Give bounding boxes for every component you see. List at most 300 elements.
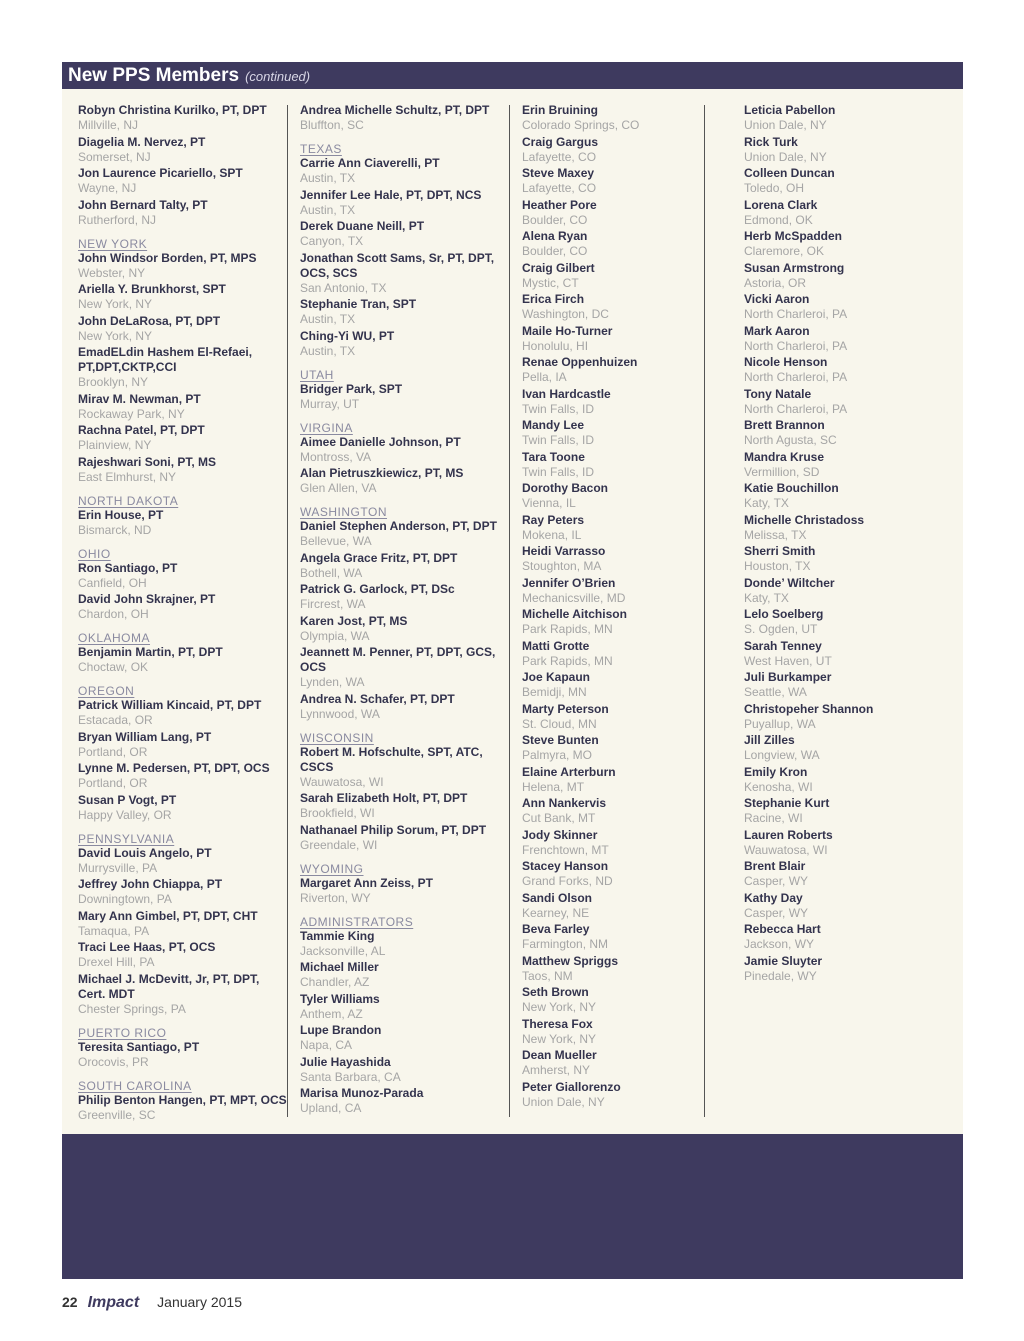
member-entry [744,418,954,448]
member-location: Park Rapids, MN [522,622,613,636]
member-name: Brett Brannon [744,418,825,432]
member-entry [300,1086,510,1116]
member-name: Kathy Day [744,890,803,905]
state-heading: PENNSYLVANIA [78,831,175,846]
state-heading: NORTH DAKOTA [78,493,179,508]
member-location: Boulder, CO [522,212,588,227]
member-name: Benjamin Martin, PT, DPT [78,645,223,659]
member-entry [522,859,732,889]
member-entry [78,508,288,538]
member-entry [78,455,288,485]
member-location: Chester Springs, PA [78,1001,186,1016]
member-location: Riverton, WY [300,890,371,905]
member-entry [744,103,954,133]
member-entry [744,450,954,480]
member-name: Mirav M. Newman, PT [78,391,201,406]
member-location: Katy, TX [744,590,789,605]
member-name: Rick Turk [744,134,798,149]
member-location: Canfield, OH [78,575,147,590]
member-entry [78,730,288,760]
member-location: Downingtown, PA [78,892,172,906]
member-entry [744,765,954,795]
member-name: Sarah Elizabeth Holt, PT, DPT [300,791,468,805]
member-entry [78,793,288,823]
member-location: Portland, OR [78,744,148,759]
member-name: EmadELdin Hashem El-Refaei, PT,DPT,CKTP,CCI [78,345,253,374]
member-location: Pinedale, WY [744,968,817,983]
member-location: Wauwatosa, WI [744,842,828,857]
member-entry [522,513,732,543]
member-location: Union Dale, NY [744,118,827,132]
member-name: Joe Kapaun [522,670,591,684]
member-location: Choctaw, OK [78,660,149,674]
member-location: Lynden, WA [300,675,365,689]
member-entry [78,645,288,675]
member-location: Jackson, WY [744,937,815,951]
state-heading: SOUTH CAROLINA [78,1078,192,1093]
member-location: Vermillion, SD [744,464,820,479]
member-entry [522,985,732,1015]
member-name: Carrie Ann Ciaverelli, PT [300,156,440,170]
member-name: Philip Benton Hangen, PT, MPT, OCS [78,1092,287,1107]
member-location: Chandler, AZ [300,975,370,989]
column-divider [509,105,510,1117]
member-name: Colleen Duncan [744,166,835,180]
member-location: Longview, WA [744,748,820,762]
member-name: Bryan William Lang, PT [78,729,212,744]
member-location: Bothell, WA [300,565,363,580]
member-name: Dorothy Bacon [522,481,609,495]
member-entry [744,607,954,637]
member-entry [522,481,732,511]
member-name: Erin House, PT [78,507,164,522]
member-entry [78,846,288,876]
state-heading: WYOMING [300,861,364,876]
member-name: Stephanie Tran, SPT [300,297,417,311]
member-entry [300,745,510,790]
member-name: Dean Mueller [522,1048,597,1062]
member-name: David Louis Angelo, PT [78,845,212,860]
member-location: Puyallup, WA [744,716,816,731]
member-name: Michael Miller [300,960,379,974]
member-entry [78,345,288,390]
member-entry [522,765,732,795]
member-location: Kearney, NE [522,905,590,920]
member-location: Wauwatosa, WI [300,774,384,789]
member-location: Brookfield, WI [300,806,375,820]
member-entry [522,733,732,763]
member-name: Brent Blair [744,859,806,873]
member-location: St. Cloud, MN [522,716,597,731]
member-location: Toledo, OH [744,181,805,195]
member-entry [744,922,954,952]
member-location: Boulder, CO [522,244,588,258]
member-entry [744,733,954,763]
publication-logo: Impact [87,1294,140,1311]
member-location: Lynnwood, WA [300,706,380,721]
member-entry [522,418,732,448]
member-entry [744,576,954,606]
member-entry [300,156,510,186]
member-column-3 [522,103,732,1111]
state-heading: TEXAS [300,142,342,156]
member-name: Jon Laurence Picariello, SPT [78,166,243,180]
member-location: Plainview, NY [78,438,152,452]
member-name: David John Skrajner, PT [78,592,216,606]
member-location: Napa, CA [300,1038,353,1052]
member-entry [744,324,954,354]
member-name: Ron Santiago, PT [78,560,178,575]
member-entry [78,198,288,228]
member-entry [300,382,510,412]
member-name: Ivan Hardcastle [522,386,611,401]
member-location: New York, NY [78,328,153,343]
member-location: Brooklyn, NY [78,375,149,389]
member-location: Stoughton, MA [522,559,602,573]
member-name: Lelo Soelberg [744,607,824,621]
member-name: Jennifer O’Brien [522,575,616,590]
member-entry [522,702,732,732]
member-location: East Elmhurst, NY [78,469,177,484]
member-location: Austin, TX [300,312,356,326]
member-name: Katie Bouchillon [744,481,839,495]
member-name: Aimee Danielle Johnson, PT [300,434,461,449]
member-location: North Charleroi, PA [744,401,848,416]
member-name: Rachna Patel, PT, DPT [78,423,205,437]
member-name: Heather Pore [522,197,597,212]
member-location: Astoria, OR [744,275,807,290]
member-entry [522,198,732,228]
member-location: Murray, UT [300,396,360,411]
member-entry [300,692,510,722]
member-name: Erica Firch [522,292,585,306]
member-entry [78,392,288,422]
member-name: Andrea Michelle Schultz, PT, DPT [300,103,490,117]
member-location: North Agusta, SC [744,433,837,447]
page-number: 22 [62,1294,78,1310]
member-entry [300,297,510,327]
member-entry [300,614,510,644]
member-entry [300,466,510,496]
member-location: Frenchtown, MT [522,842,609,857]
member-name: Donde’ Wiltcher [744,575,835,590]
member-name: Andrea N. Schafer, PT, DPT [300,691,455,706]
member-name: Ann Nankervis [522,796,607,810]
member-name: Jennifer Lee Hale, PT, DPT, NCS [300,187,482,202]
member-name: Jamie Sluyter [744,953,823,968]
member-name: Rajeshwari Soni, PT, MS [78,454,217,469]
state-heading: NEW YORK [78,236,148,251]
member-location: Estacada, OR [78,713,153,727]
member-name: Angela Grace Fritz, PT, DPT [300,550,458,565]
member-name: Jeffrey John Chiappa, PT [78,877,223,891]
member-entry [78,761,288,791]
member-location: Helena, MT [522,779,585,794]
member-location: Fircrest, WA [300,597,366,611]
member-location: Racine, WI [744,811,803,825]
member-location: Washington, DC [522,307,609,321]
state-heading: OREGON [78,684,135,698]
member-entry [522,922,732,952]
member-name: Jill Zilles [744,733,795,747]
member-name: Mark Aaron [744,323,810,338]
state-heading: ADMINISTRATORS [300,914,414,929]
member-name: Derek Duane Neill, PT [300,219,425,233]
member-location: Palmyra, MO [522,748,593,762]
member-entry [744,639,954,669]
member-name: Stephanie Kurt [744,796,830,810]
member-entry [744,859,954,889]
member-name: Lupe Brandon [300,1023,382,1037]
page-footer [62,1294,242,1318]
member-location: Bismarck, ND [78,522,152,537]
member-location: Tamaqua, PA [78,923,150,938]
member-location: Mokena, IL [522,527,582,542]
member-entry [522,796,732,826]
member-name: Juli Burkamper [744,670,832,684]
member-name: Tammie King [300,928,375,943]
member-entry [744,261,954,291]
member-entry [78,282,288,312]
member-entry [300,992,510,1022]
member-location: Lafayette, CO [522,181,597,195]
member-name: Steve Maxey [522,166,595,180]
member-location: Canyon, TX [300,234,364,248]
member-entry [522,324,732,354]
member-location: Rutherford, NJ [78,212,157,227]
member-name: John Bernard Talty, PT [78,197,208,212]
member-entry [744,891,954,921]
member-name: Mary Ann Gimbel, PT, DPT, CHT [78,908,258,923]
member-entry [300,1055,510,1085]
member-name: Craig Gilbert [522,260,595,275]
member-name: Maile Ho-Turner [522,323,613,338]
member-location: West Haven, UT [744,653,832,668]
member-name: Elaine Arterburn [522,764,616,779]
member-location: Murrysville, PA [78,860,158,875]
member-entry [522,261,732,291]
member-location: Greendale, WI [300,837,378,852]
member-name: Herb McSpadden [744,229,843,243]
member-location: Wayne, NJ [78,181,137,195]
member-location: New York, NY [78,297,153,311]
member-entry [522,229,732,259]
member-name: Jonathan Scott Sams, Sr, PT, DPT, OCS, SCS [300,250,495,280]
member-location: Melissa, TX [744,527,807,542]
member-location: Seattle, WA [744,685,807,699]
member-name: Erin Bruining [522,103,598,117]
member-location: Bluffton, SC [300,118,364,132]
member-entry [744,135,954,165]
member-location: Bemidji, MN [522,685,587,699]
member-name: Marty Peterson [522,701,609,716]
member-location: Pella, IA [522,370,567,384]
member-location: Glen Allen, VA [300,481,377,495]
member-entry [522,387,732,417]
member-name: Tony Natale [744,386,812,401]
member-name: Robyn Christina Kurilko, PT, DPT [78,103,267,117]
member-name: Patrick William Kincaid, PT, DPT [78,698,262,712]
member-entry [744,166,954,196]
member-entry [78,909,288,939]
member-location: Honolulu, HI [522,338,589,353]
members-panel [62,89,963,1134]
member-name: Bridger Park, SPT [300,381,403,396]
state-heading: WISCONSIN [300,730,374,745]
member-location: Anthem, AZ [300,1006,363,1021]
member-name: Lorena Clark [744,197,818,212]
member-location: Claremore, OK [744,244,825,258]
member-location: Santa Barbara, CA [300,1069,401,1084]
member-location: Portland, OR [78,776,148,790]
member-location: Taos, NM [522,968,573,983]
member-location: Montross, VA [300,449,372,464]
member-location: Bellevue, WA [300,534,372,548]
bottom-banner [62,1134,963,1279]
member-entry [522,639,732,669]
member-location: Katy, TX [744,496,789,510]
member-name: Ching-Yi WU, PT [300,328,395,343]
member-entry [78,877,288,907]
member-name: Mandra Kruse [744,449,825,464]
member-entry [78,423,288,453]
state-heading: OKLAHOMA [78,631,151,645]
member-location: Lafayette, CO [522,149,597,164]
member-entry [744,702,954,732]
member-location: Union Dale, NY [744,149,827,164]
member-location: Colorado Springs, CO [522,118,640,132]
member-entry [744,229,954,259]
member-name: Sandi Olson [522,890,593,905]
member-location: S. Ogden, UT [744,622,818,636]
member-location: Austin, TX [300,202,356,217]
member-entry [744,481,954,511]
member-location: Happy Valley, OR [78,807,172,822]
member-column-2 [300,103,510,1118]
member-entry [300,103,510,133]
member-entry [300,251,510,296]
issue-date: January 2015 [157,1294,242,1310]
member-name: Lauren Roberts [744,827,833,842]
member-location: Olympia, WA [300,628,370,643]
member-entry [300,876,510,906]
member-entry [744,355,954,385]
member-entry [78,1093,288,1123]
member-name: Karen Jost, PT, MS [300,613,408,628]
member-name: Michelle Aitchison [522,607,627,621]
member-entry [522,954,732,984]
member-location: Drexel Hill, PA [78,955,155,969]
member-entry [300,1023,510,1053]
member-location: Twin Falls, ID [522,401,595,416]
state-heading: OHIO [78,546,111,561]
member-entry [522,576,732,606]
member-entry [744,670,954,700]
member-entry [300,329,510,359]
column-divider [287,105,288,1117]
member-name: Sherri Smith [744,544,816,558]
state-heading: UTAH [300,367,334,382]
member-location: Greenville, SC [78,1107,156,1122]
member-entry [78,251,288,281]
member-entry [522,828,732,858]
section-subtitle: (continued) [245,69,311,84]
member-name: Peter Giallorenzo [522,1079,621,1094]
member-name: Renae Oppenhuizen [522,355,638,369]
member-entry [78,103,288,133]
state-heading: WASHINGTON [300,505,388,519]
member-entry [522,450,732,480]
member-location: Millville, NJ [78,118,138,132]
member-entry [300,960,510,990]
member-name: Craig Gargus [522,134,599,149]
member-name: Seth Brown [522,985,589,999]
member-entry [744,513,954,543]
member-entry [78,592,288,622]
member-location: San Antonio, TX [300,280,387,295]
member-entry [522,355,732,385]
member-name: Mandy Lee [522,418,585,432]
member-entry [300,188,510,218]
member-name: Patrick G. Garlock, PT, DSc [300,582,455,596]
member-entry [522,135,732,165]
member-entry [78,561,288,591]
member-location: Rockaway Park, NY [78,406,185,421]
member-column-4 [744,103,954,985]
member-entry [300,645,510,690]
member-name: Daniel Stephen Anderson, PT, DPT [300,519,497,533]
member-location: Upland, CA [300,1101,362,1115]
member-location: Houston, TX [744,559,811,573]
member-entry [78,135,288,165]
member-location: North Charleroi, PA [744,338,848,353]
member-name: Margaret Ann Zeiss, PT [300,875,433,890]
member-location: Grand Forks, ND [522,874,613,888]
state-heading: VIRGINA [300,420,353,435]
member-entry [522,670,732,700]
member-entry [78,166,288,196]
member-name: John Windsor Borden, PT, MPS [78,250,257,265]
member-name: Emily Kron [744,764,808,779]
member-location: Webster, NY [78,265,146,280]
member-location: Orocovis, PR [78,1054,149,1069]
member-entry [300,519,510,549]
member-name: Matthew Spriggs [522,953,619,968]
member-entry [744,292,954,322]
member-location: Austin, TX [300,343,356,358]
state-heading: PUERTO RICO [78,1025,167,1040]
member-entry [78,698,288,728]
member-name: John DeLaRosa, PT, DPT [78,313,221,328]
member-entry [300,435,510,465]
member-name: Rebecca Hart [744,922,821,936]
member-location: Union Dale, NY [522,1094,605,1109]
member-entry [522,166,732,196]
member-location: Vienna, IL [522,496,576,510]
member-entry [300,551,510,581]
member-location: North Charleroi, PA [744,307,848,321]
member-location: New York, NY [522,1000,597,1014]
member-name: Susan Armstrong [744,260,845,275]
member-entry [522,891,732,921]
member-name: Tara Toone [522,449,585,464]
member-entry [744,544,954,574]
member-name: Teresita Santiago, PT [78,1039,200,1054]
member-name: Traci Lee Haas, PT, OCS [78,940,216,954]
member-name: Marisa Munoz-Parada [300,1086,424,1100]
member-location: Mechanicsville, MD [522,590,626,605]
member-location: Farmington, NM [522,937,609,951]
